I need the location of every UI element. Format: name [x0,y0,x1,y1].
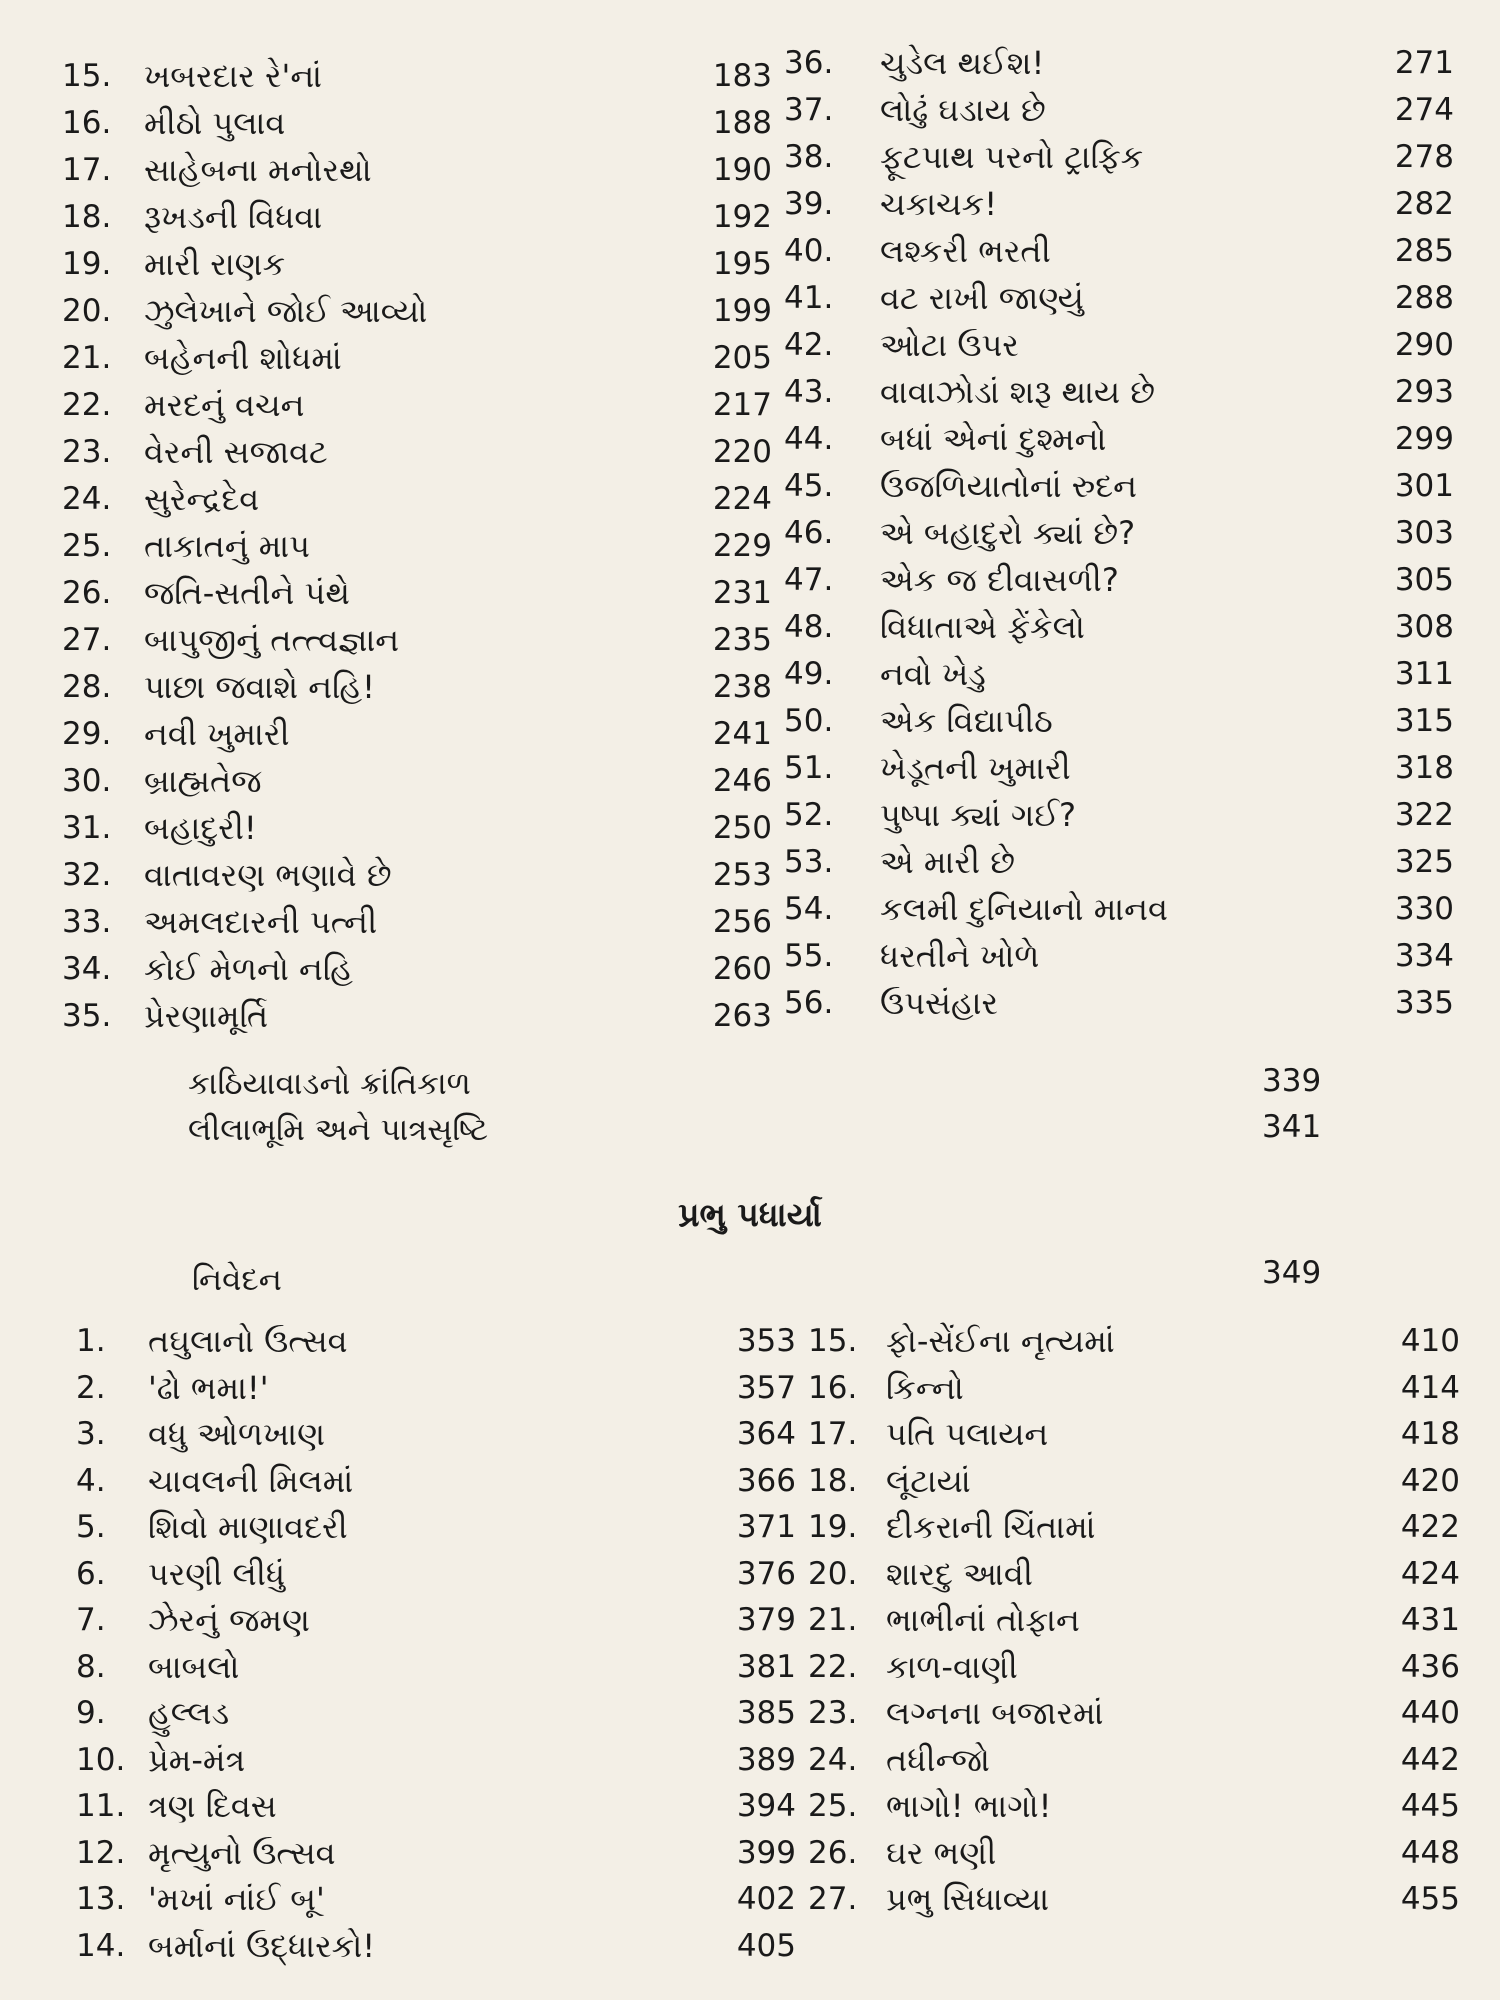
toc-entry [784,510,1454,557]
entry-title: વેરની સજાવટ [144,433,328,471]
entry-title: સુરેન્દ્રદેવ [144,480,260,518]
entry-page-number: 385 [736,1695,796,1731]
toc-entry [62,570,772,617]
entry-number: 22. [62,387,112,423]
toc-entry [76,1504,796,1551]
toc-entry [62,476,772,523]
entry-number: 15. [808,1323,858,1359]
entry-page-number: 353 [736,1323,796,1359]
entry-title: નવો ખેડુ [880,655,986,693]
entry-page-number: 418 [1400,1416,1460,1452]
toc-column-lower-left [76,1318,796,1969]
entry-number: 37. [784,92,834,128]
entry-title: બાબલો [148,1647,240,1686]
entry-page-number: 379 [736,1602,796,1638]
preface-page: 349 [1262,1255,1322,1291]
entry-number: 7. [76,1602,106,1638]
entry-title: લગ્નના બજારમાં [886,1694,1104,1732]
entry-page-number: 376 [736,1555,796,1592]
toc-entry [784,40,1454,87]
toc-entry [62,147,772,194]
entry-title: મરદનું વચન [144,386,305,424]
toc-entry [76,1690,796,1737]
entry-title: વધુ ઓળખાણ [148,1415,326,1453]
entry-number: 32. [62,857,112,893]
entry-page-number: 402 [736,1881,796,1917]
entry-page-number: 414 [1400,1369,1460,1406]
entry-title: લોઢું ઘડાય છે [880,91,1046,129]
entry-title: ઓટા ઉપર [880,326,1019,364]
entry-title: વિધાતાએ ફેંકેલો [880,608,1085,646]
entry-page-number: 190 [712,152,772,188]
entry-number: 38. [784,139,834,175]
entry-page-number: 424 [1400,1555,1460,1592]
entry-page-number: 389 [736,1741,796,1778]
entry-page-number: 330 [1394,891,1454,927]
toc-entry [76,1551,796,1598]
entry-number: 34. [62,951,112,987]
extra-entry-page: 339 [1262,1063,1322,1099]
entry-number: 13. [76,1881,126,1917]
entry-page-number: 405 [736,1927,796,1964]
toc-entry [76,1830,796,1877]
entry-title: પ્રેરણામૂર્તિ [144,997,269,1035]
entry-number: 5. [76,1509,106,1545]
entry-number: 33. [62,904,112,940]
entry-number: 42. [784,327,834,363]
entry-title: પરણી લીધું [148,1554,286,1593]
toc-column-upper-left [62,53,772,1040]
entry-title: ચુડેલ થઈશ! [880,44,1045,82]
toc-entry [808,1783,1458,1830]
entry-title: ચકાચક! [880,185,998,223]
entry-page-number: 431 [1400,1602,1460,1638]
entry-page-number: 288 [1394,280,1454,316]
entry-page-number: 229 [712,528,772,564]
toc-entry [784,980,1454,1027]
toc-entry [784,792,1454,839]
entry-page-number: 299 [1394,421,1454,457]
entry-title: બધાં એનાં દુશ્મનો [880,420,1107,458]
toc-entry [808,1644,1458,1691]
entry-number: 31. [62,810,112,846]
entry-page-number: 220 [712,434,772,470]
toc-entry [62,100,772,147]
entry-number: 24. [62,481,112,517]
entry-title: ધરતીને ખોળે [880,937,1040,975]
entry-title: ભાભીનાં તોફાન [886,1601,1080,1639]
entry-number: 20. [808,1555,858,1592]
entry-page-number: 224 [712,481,772,517]
entry-number: 25. [62,528,112,564]
toc-entry [808,1411,1458,1458]
toc-entry [784,416,1454,463]
entry-number: 35. [62,998,112,1034]
entry-title: બહેનની શોધમાં [144,339,342,377]
entry-title: દીકરાની ચિંતામાં [886,1508,1096,1546]
entry-title: ભાગો! ભાગો! [886,1787,1052,1825]
toc-entry [784,698,1454,745]
toc-entry [784,745,1454,792]
toc-entry [784,181,1454,228]
entry-title: કાળ-વાણી [886,1647,1018,1686]
entry-number: 48. [784,609,834,645]
toc-entry [62,899,772,946]
entry-page-number: 253 [712,857,772,893]
entry-title: એ બહાદુરો ક્યાં છે? [880,514,1136,552]
toc-entry [76,1458,796,1505]
entry-page-number: 278 [1394,139,1454,175]
extra-entry-title: લીલાભૂમિ અને પાત્રસૃષ્ટિ [188,1112,489,1148]
toc-entry [784,839,1454,886]
toc-entry [808,1504,1458,1551]
entry-number: 10. [76,1741,126,1778]
entry-number: 12. [76,1834,126,1871]
toc-entry [76,1644,796,1691]
entry-page-number: 381 [736,1648,796,1685]
toc-entry [62,993,772,1040]
entry-number: 4. [76,1462,106,1499]
entry-title: પતિ પલાયન [886,1415,1049,1453]
toc-entry [76,1923,796,1970]
entry-page-number: 246 [712,763,772,799]
entry-title: ઘર ભણી [886,1833,997,1872]
entry-title: ખેડૂતની ખુમારી [880,749,1071,787]
toc-entry [808,1737,1458,1784]
entry-page-number: 366 [736,1462,796,1499]
toc-entry [76,1318,796,1365]
toc-entry [62,335,772,382]
entry-title: ફો-સેંઈના નૃત્યમાં [886,1322,1115,1360]
entry-title: વાતાવરણ ભણાવે છે [144,856,392,894]
entry-number: 36. [784,45,834,81]
entry-page-number: 256 [712,904,772,940]
entry-number: 26. [62,575,112,611]
entry-title: તાકાતનું માપ [144,527,310,565]
entry-number: 55. [784,938,834,974]
entry-title: ઝુલેખાને જોઈ આવ્યો [144,292,428,330]
toc-column-lower-right [808,1318,1458,1923]
toc-entry [76,1411,796,1458]
entry-number: 25. [808,1788,858,1824]
toc-entry [808,1830,1458,1877]
toc-entry [784,369,1454,416]
entry-title: લશ્કરી ભરતી [880,232,1051,270]
entry-title: ફૂટપાથ પરનો ટ્રાફિક [880,138,1144,176]
entry-number: 53. [784,844,834,880]
entry-title: તધીન્જો [886,1740,990,1779]
entry-page-number: 325 [1394,844,1454,880]
entry-page-number: 371 [736,1509,796,1545]
entry-page-number: 422 [1400,1509,1460,1545]
entry-number: 8. [76,1648,106,1685]
toc-entry [784,134,1454,181]
entry-title: ઉજળિયાતોનાં રુદન [880,467,1137,505]
entry-number: 18. [62,199,112,235]
entry-number: 29. [62,716,112,752]
entry-page-number: 192 [712,199,772,235]
entry-number: 54. [784,891,834,927]
toc-entry [808,1551,1458,1598]
entry-number: 22. [808,1648,858,1685]
entry-title: શારદુ આવી [886,1554,1033,1593]
toc-entry [784,228,1454,275]
entry-title: મૃત્યુનો ઉત્સવ [148,1833,336,1872]
toc-entry [808,1876,1458,1923]
toc-entry [62,946,772,993]
entry-title: મીઠો પુલાવ [144,104,286,142]
entry-page-number: 442 [1400,1741,1460,1778]
entry-number: 43. [784,374,834,410]
entry-page-number: 274 [1394,92,1454,128]
toc-entry [76,1876,796,1923]
toc-entry [62,288,772,335]
entry-page-number: 205 [712,340,772,376]
entry-number: 20. [62,293,112,329]
entry-title: હુલ્લડ [148,1694,230,1732]
entry-title: ચાવલની મિલમાં [148,1461,354,1500]
entry-title: શિવો માણાવદરી [148,1508,348,1546]
entry-number: 3. [76,1416,106,1452]
toc-entry [76,1783,796,1830]
entry-page-number: 436 [1400,1648,1460,1685]
entry-number: 21. [808,1602,858,1638]
entry-number: 56. [784,985,834,1021]
entry-number: 50. [784,703,834,739]
toc-column-upper-right [784,40,1454,1027]
toc-entry [784,87,1454,134]
entry-page-number: 420 [1400,1462,1460,1499]
entry-page-number: 285 [1394,233,1454,269]
entry-number: 2. [76,1369,106,1406]
toc-entry [784,322,1454,369]
entry-page-number: 311 [1394,656,1454,692]
entry-title: અમલદારની પત્ની [144,903,378,941]
toc-entry [62,53,772,100]
entry-number: 24. [808,1741,858,1778]
entry-page-number: 293 [1394,374,1454,410]
entry-title: વાવાઝોડાં શરૂ થાય છે [880,373,1156,411]
entry-title: 'મખાં નાંઈ બૂ' [148,1880,325,1918]
entry-number: 14. [76,1927,126,1964]
entry-page-number: 308 [1394,609,1454,645]
entry-number: 26. [808,1834,858,1871]
entry-page-number: 282 [1394,186,1454,222]
entry-page-number: 394 [736,1788,796,1824]
entry-page-number: 315 [1394,703,1454,739]
entry-page-number: 303 [1394,515,1454,551]
entry-page-number: 260 [712,951,772,987]
entry-number: 6. [76,1555,106,1592]
entry-page-number: 250 [712,810,772,846]
entry-number: 47. [784,562,834,598]
entry-title: સાહેબના મનોરથો [144,151,372,189]
entry-title: એક જ દીવાસળી? [880,561,1119,599]
toc-entry [62,852,772,899]
entry-number: 19. [62,246,112,282]
toc-entry [62,429,772,476]
toc-entry [808,1458,1458,1505]
entry-title: પ્રભુ સિધાવ્યા [886,1880,1050,1918]
entry-title: જતિ-સતીને પંથે [144,574,350,612]
entry-number: 40. [784,233,834,269]
entry-number: 16. [808,1369,858,1406]
entry-number: 51. [784,750,834,786]
entry-title: વટ રાખી જાણ્યું [880,279,1084,317]
entry-title: કોઈ મેળનો નહિ [144,950,353,988]
entry-number: 23. [808,1695,858,1731]
entry-number: 17. [808,1416,858,1452]
entry-number: 27. [62,622,112,658]
entry-page-number: 334 [1394,938,1454,974]
toc-entry [784,463,1454,510]
entry-page-number: 271 [1394,45,1454,81]
entry-number: 19. [808,1509,858,1545]
entry-number: 16. [62,105,112,141]
entry-number: 1. [76,1323,106,1359]
entry-page-number: 305 [1394,562,1454,598]
entry-page-number: 410 [1400,1323,1460,1359]
entry-number: 46. [784,515,834,551]
toc-entry [784,886,1454,933]
toc-entry [76,1737,796,1784]
entry-title: રૂખડની વિધવા [144,198,323,236]
entry-page-number: 241 [712,716,772,752]
entry-title: ખબરદાર રે'નાં [144,57,323,95]
entry-page-number: 335 [1394,985,1454,1021]
toc-entry [62,194,772,241]
entry-number: 52. [784,797,834,833]
entry-page-number: 199 [712,293,772,329]
entry-number: 45. [784,468,834,504]
entry-page-number: 455 [1400,1881,1460,1917]
entry-page-number: 448 [1400,1834,1460,1871]
entry-title: એક વિદ્યાપીઠ [880,702,1053,740]
entry-title: ઝેરનું જમણ [148,1601,310,1639]
toc-entry [784,604,1454,651]
entry-title: બર્માનાં ઉદ્ધારકો! [148,1926,376,1965]
entry-number: 17. [62,152,112,188]
entry-number: 23. [62,434,112,470]
entry-number: 39. [784,186,834,222]
entry-number: 11. [76,1788,126,1824]
entry-page-number: 440 [1400,1695,1460,1731]
toc-entry [62,617,772,664]
entry-number: 15. [62,58,112,94]
entry-page-number: 322 [1394,797,1454,833]
toc-entry [784,275,1454,322]
entry-page-number: 290 [1394,327,1454,363]
entry-title: ઉપસંહાર [880,984,999,1022]
entry-number: 28. [62,669,112,705]
toc-entry [808,1365,1458,1412]
entry-page-number: 195 [712,246,772,282]
toc-entry [784,557,1454,604]
toc-entry [808,1597,1458,1644]
entry-title: બ્રાહ્મતેજ [144,762,262,800]
entry-page-number: 399 [736,1834,796,1871]
entry-title: ત્રણ દિવસ [148,1787,277,1825]
entry-page-number: 301 [1394,468,1454,504]
entry-page-number: 263 [712,998,772,1034]
toc-entry [62,805,772,852]
entry-page-number: 183 [712,58,772,94]
entry-title: બાપુજીનું તત્ત્વજ્ઞાન [144,621,400,659]
entry-title: કલમી દુનિયાનો માનવ [880,890,1168,928]
entry-page-number: 217 [712,387,772,423]
toc-entry [76,1597,796,1644]
toc-entry [808,1318,1458,1365]
toc-entry [62,382,772,429]
entry-page-number: 231 [712,575,772,611]
entry-title: મારી રાણક [144,245,286,283]
entry-title: પ્રેમ-મંત્ર [148,1740,246,1779]
toc-entry [62,664,772,711]
toc-entry [784,651,1454,698]
entry-number: 18. [808,1462,858,1499]
entry-title: 'ઢો ભમા!' [148,1368,269,1407]
toc-entry [62,758,772,805]
entry-title: કિન્નો [886,1368,964,1407]
entry-number: 30. [62,763,112,799]
entry-number: 49. [784,656,834,692]
toc-entry [62,523,772,570]
entry-page-number: 445 [1400,1788,1460,1824]
extra-entry-page: 341 [1262,1109,1322,1145]
entry-title: બહાદુરી! [144,809,257,847]
entry-title: તઘુલાનો ઉત્સવ [148,1322,348,1360]
toc-entry [808,1690,1458,1737]
toc-entry [62,711,772,758]
extra-entry-title: કાઠિયાવાડનો ક્રાંતિકાળ [188,1066,471,1102]
entry-title: એ મારી છે [880,843,1015,881]
entry-number: 44. [784,421,834,457]
entry-title: નવી ખુમારી [144,715,290,753]
entry-page-number: 364 [736,1416,796,1452]
entry-page-number: 318 [1394,750,1454,786]
entry-number: 41. [784,280,834,316]
entry-number: 9. [76,1695,106,1731]
entry-page-number: 188 [712,105,772,141]
entry-number: 21. [62,340,112,376]
section-heading: પ્રભુ પધાર્યા [678,1195,822,1234]
toc-entry [784,933,1454,980]
entry-number: 27. [808,1881,858,1917]
toc-entry [76,1365,796,1412]
toc-entry [62,241,772,288]
entry-page-number: 357 [736,1369,796,1406]
entry-title: પાછા જવાશે નહિ! [144,668,375,706]
entry-title: પુષ્પા ક્યાં ગઈ? [880,796,1077,834]
preface-title: નિવેદન [192,1262,282,1298]
entry-page-number: 235 [712,622,772,658]
entry-title: લૂંટાયાં [886,1461,971,1500]
entry-page-number: 238 [712,669,772,705]
